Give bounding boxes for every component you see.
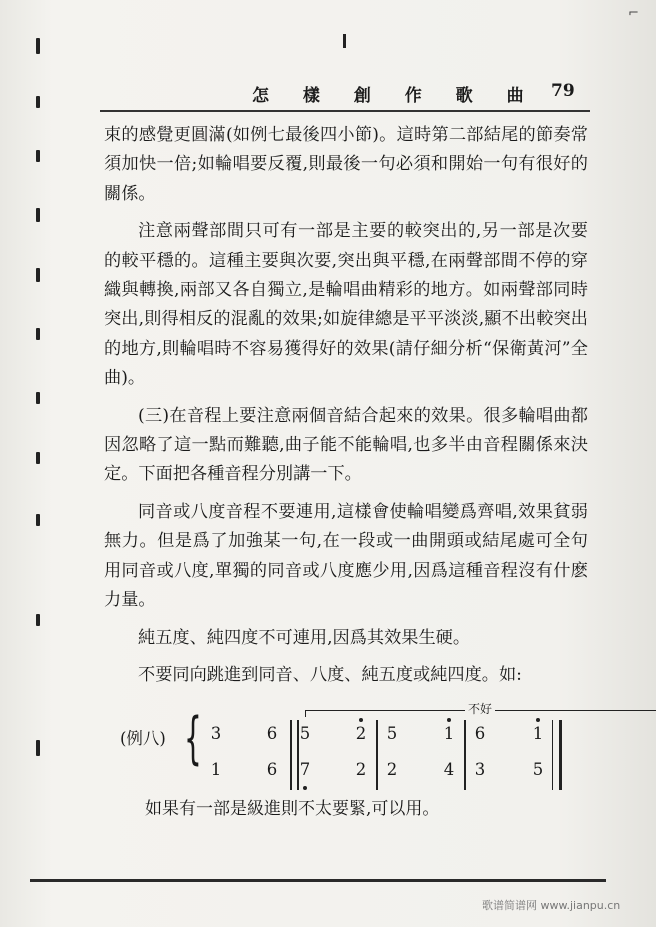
closing-line: 如果有一部是級進則不太要緊,可以用。 (145, 799, 440, 819)
upper-note: 1 (532, 724, 544, 743)
binding-mark (36, 740, 40, 756)
upper-note: 1 (443, 724, 455, 743)
upper-note: 2 (355, 724, 367, 743)
paragraph: 注意兩聲部間只可有一部是主要的較突出的,另一部是次要的較平穩的。這種主要與次要,突出與平穩,在兩聲部間不停的穿織與轉換,兩部又各自獨立,是輪唱曲精彩的地方。如兩聲部同時突出,則得相反的混亂的效果;如旋律總是平平淡淡,顯不出較突出的地方,則輪唱時不容易獲得好的效果(請仔細分析“保衛黃河”全曲)。 (104, 221, 588, 389)
lower-note: 1 (210, 760, 222, 779)
binding-mark (36, 392, 40, 404)
scan-mark (343, 34, 346, 48)
binding-mark (36, 96, 40, 108)
octave-dot-below (303, 786, 307, 790)
binding-mark (36, 328, 40, 340)
brace: { (184, 706, 202, 771)
corner-mark: ⌐ (628, 6, 639, 21)
lower-note: 2 (386, 760, 398, 779)
octave-dot-above (359, 718, 363, 722)
lower-note: 6 (266, 760, 278, 779)
lower-note: 3 (474, 760, 486, 779)
running-header: 怎 樣 創 作 歌 曲 (252, 86, 538, 106)
upper-note: 5 (386, 724, 398, 743)
paragraph: 不要同向跳進到同音、八度、純五度或純四度。如: (138, 664, 522, 685)
upper-note: 6 (474, 724, 486, 743)
watermark: 歌谱简谱网 www.jianpu.cn (482, 899, 621, 912)
octave-dot-above (536, 718, 540, 722)
body-text (104, 121, 588, 690)
paragraph: 純五度、純四度不可連用,因爲其效果生硬。 (138, 627, 471, 648)
barline (376, 720, 378, 790)
binding-mark (36, 514, 40, 526)
paragraph: 同音或八度音程不要連用,這樣會使輪唱變爲齊唱,效果貧弱無力。但是爲了加強某一句,在一段或一曲開頭或結尾處可全句用同音或八度,單獨的同音或八度應少用,因爲這種音程沒有什麽力量。 (104, 501, 588, 611)
upper-note: 3 (210, 724, 222, 743)
binding-mark (36, 452, 40, 464)
binding-mark (36, 150, 40, 162)
example-label: (例八) (120, 729, 166, 748)
music-example (120, 696, 570, 804)
lower-note: 5 (532, 760, 544, 779)
header-rule (100, 110, 590, 112)
paragraph: (三)在音程上要注意兩個音結合起來的效果。很多輪唱曲都因忽略了這一點而難聽,曲子能不能輪唱,也多半由音程關係來決定。下面把各種音程分別講一下。 (104, 405, 588, 485)
barline (464, 720, 466, 790)
bottom-rule (30, 879, 606, 882)
bracket-label: 不好 (465, 700, 495, 717)
barline (552, 720, 562, 790)
lower-note: 2 (355, 760, 367, 779)
octave-dot-above (447, 718, 451, 722)
binding-mark (36, 38, 40, 54)
upper-note: 5 (299, 724, 311, 743)
lower-note: 7 (299, 760, 311, 779)
lower-note: 4 (443, 760, 455, 779)
paragraph: 束的感覺更圓滿(如例七最後四小節)。這時第二部結尾的節奏常須加快一倍;如輪唱要反覆,則最後一句必須和開始一句有很好的關係。 (104, 125, 588, 204)
upper-note: 6 (266, 724, 278, 743)
binding-mark (36, 614, 40, 626)
binding-mark (36, 268, 40, 282)
binding-mark (36, 208, 40, 222)
page-number: 79 (551, 81, 575, 101)
